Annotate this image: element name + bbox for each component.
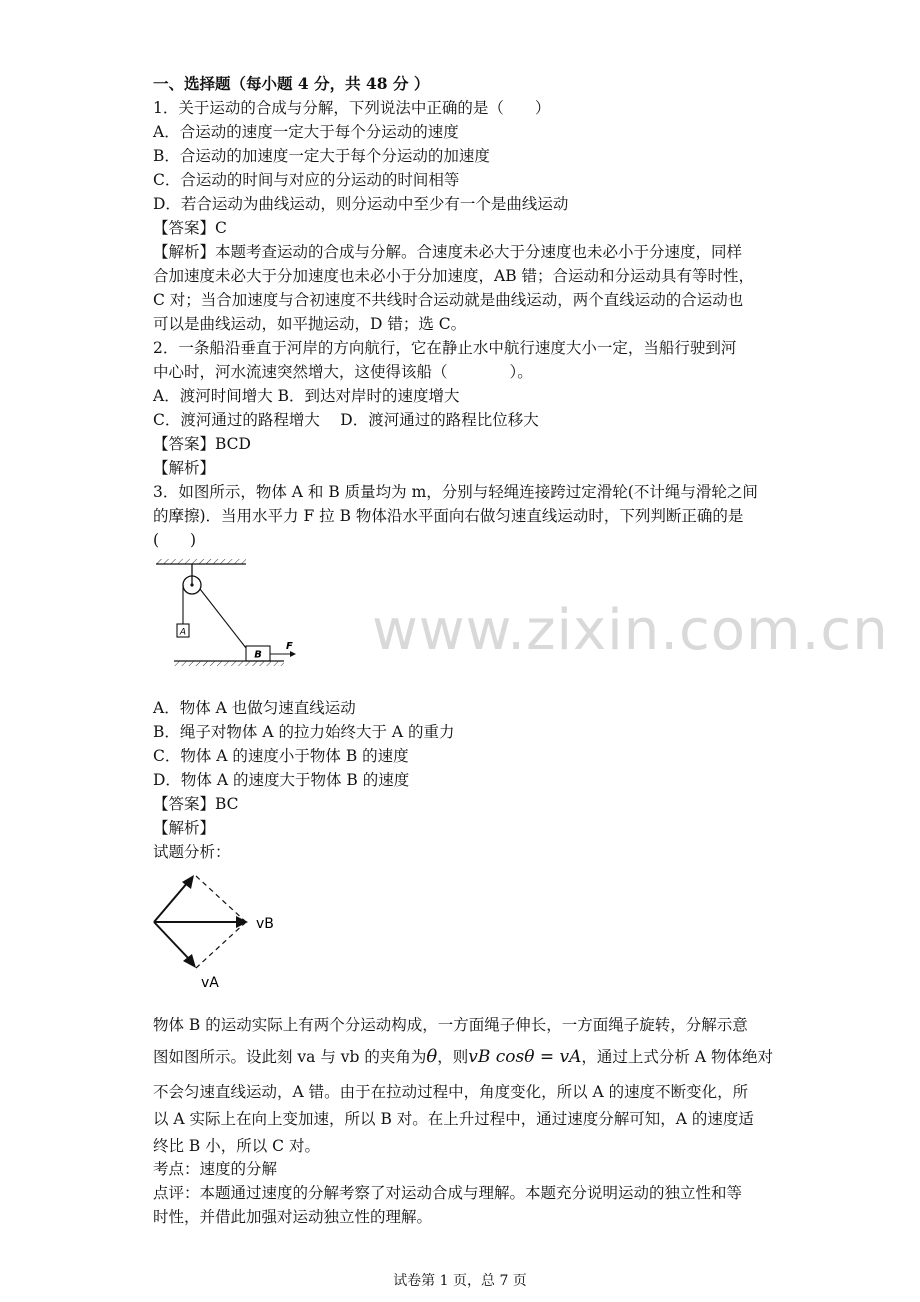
q2-stem-line-1: 2．一条船沿垂直于河岸的方向航行，它在静止水中航行速度大小一定，当船行驶到河 [153, 339, 737, 357]
velocity-equation: vB cosθ = vA [468, 1047, 582, 1067]
floor-hatch [174, 661, 284, 666]
q3-analysis-intro: 试题分析： [153, 843, 231, 861]
va-arrow-line [154, 922, 189, 959]
vb-label: vB [256, 916, 274, 932]
ceiling-hatch [156, 559, 246, 564]
q3-para-2-pre: 图如图所示。设此刻 va 与 vb 的夹角为 [153, 1048, 427, 1066]
q3-para-2-post: ，通过上式分析 A 物体绝对 [581, 1048, 773, 1066]
upper-dashed-line [196, 876, 246, 922]
q1-answer: 【答案】C [153, 219, 227, 237]
q1-analysis-line-1: 【解析】本题考查运动的合成与分解。合速度未必大于分速度也未必小于分速度，同样 [153, 243, 743, 261]
vb-arrow-head [236, 916, 248, 928]
q3-para-3-line-2: 以 A 实际上在向上变加速，所以 B 对。在上升过程中，通过速度分解可知，A 的速度适 [153, 1110, 754, 1128]
q3-dianping-line-2: 时性，并借此加强对运动独立性的理解。 [153, 1208, 433, 1226]
upper-component-line [154, 882, 188, 922]
q1-analysis-line-3: C 对；当合加速度与合初速度不共线时合运动就是曲线运动，两个直线运动的合运动也 [153, 291, 744, 309]
q3-option-a: A．物体 A 也做匀速直线运动 [153, 699, 356, 717]
q3-option-d: D．物体 A 的速度大于物体 B 的速度 [153, 771, 410, 789]
q1-option-b: B．合运动的加速度一定大于每个分运动的加速度 [153, 147, 490, 165]
q3-stem-line-1: 3．如图所示，物体 A 和 B 质量均为 m，分别与轻绳连接跨过定滑轮(不计绳与滑轮之间 [153, 483, 758, 501]
theta-symbol: θ [426, 1046, 438, 1067]
q2-stem-line-2: 中心时，河水流速突然增大，这使得该船（ ）。 [153, 363, 533, 381]
va-label: vA [201, 975, 219, 991]
q3-para-3-line-3: 终比 B 小，所以 C 对。 [153, 1137, 320, 1155]
q3-stem-line-2: 的摩擦)．当用水平力 F 拉 B 物体沿水平面向右做匀速直线运动时，下列判断正确的是 [153, 507, 744, 525]
vector-diagram [148, 870, 288, 994]
lower-dashed-line [196, 922, 246, 968]
pulley-figure [150, 556, 300, 672]
block-a-label: A [179, 627, 187, 638]
q3-analysis-head: 【解析】 [153, 819, 216, 837]
q2-answer: 【答案】BCD [153, 435, 251, 453]
q3-para-1: 物体 B 的运动实际上有两个分运动构成，一方面绳子伸长，一方面绳子旋转，分解示意 [153, 1016, 748, 1034]
rope-to-b [200, 589, 246, 648]
q3-option-c: C．物体 A 的速度小于物体 B 的速度 [153, 747, 409, 765]
q3-option-b: B．绳子对物体 A 的拉力始终大于 A 的重力 [153, 723, 455, 741]
q3-para-2 [153, 1045, 773, 1069]
q1-analysis-line-2: 合加速度未必大于分加速度也未必小于分加速度，AB 错；合运动和分运动具有等时性， [153, 267, 755, 285]
section-title: 一、选择题（每小题 4 分，共 48 分 ） [153, 74, 430, 93]
q1-option-d: D．若合运动为曲线运动，则分运动中至少有一个是曲线运动 [153, 195, 569, 213]
q2-options-line-1: A．渡河时间增大 B．到达对岸时的速度增大 [153, 387, 460, 405]
q3-dianping-line-1: 点评：本题通过速度的分解考察了对运动合成与理解。本题充分说明运动的独立性和等 [153, 1184, 743, 1202]
watermark: www.zixin.com.cn [372, 598, 889, 663]
q2-options-line-2: C．渡河通过的路程增大 D．渡河通过的路程比位移大 [153, 411, 539, 429]
force-label: F [286, 641, 293, 652]
pulley-axle [190, 583, 193, 586]
q1-stem: 1．关于运动的合成与分解，下列说法中正确的是（ ） [153, 99, 551, 117]
q2-analysis: 【解析】 [153, 459, 216, 477]
q3-answer: 【答案】BC [153, 795, 239, 813]
q3-para-2-mid: ，则 [437, 1048, 469, 1066]
q3-para-3-line-1: 不会匀速直线运动，A 错。由于在拉动过程中，角度变化，所以 A 的速度不断变化，所 [153, 1083, 749, 1101]
page-footer: 试卷第 1 页，总 7 页 [393, 1273, 527, 1289]
q3-stem-line-3: ( ) [153, 531, 197, 549]
q1-option-a: A．合运动的速度一定大于每个分运动的速度 [153, 123, 459, 141]
q1-analysis-line-4: 可以是曲线运动，如平抛运动，D 错；选 C。 [153, 315, 467, 333]
q3-kaodian: 考点：速度的分解 [153, 1160, 278, 1178]
q1-option-c: C．合运动的时间与对应的分运动的时间相等 [153, 171, 460, 189]
block-b-label: B [254, 649, 262, 661]
